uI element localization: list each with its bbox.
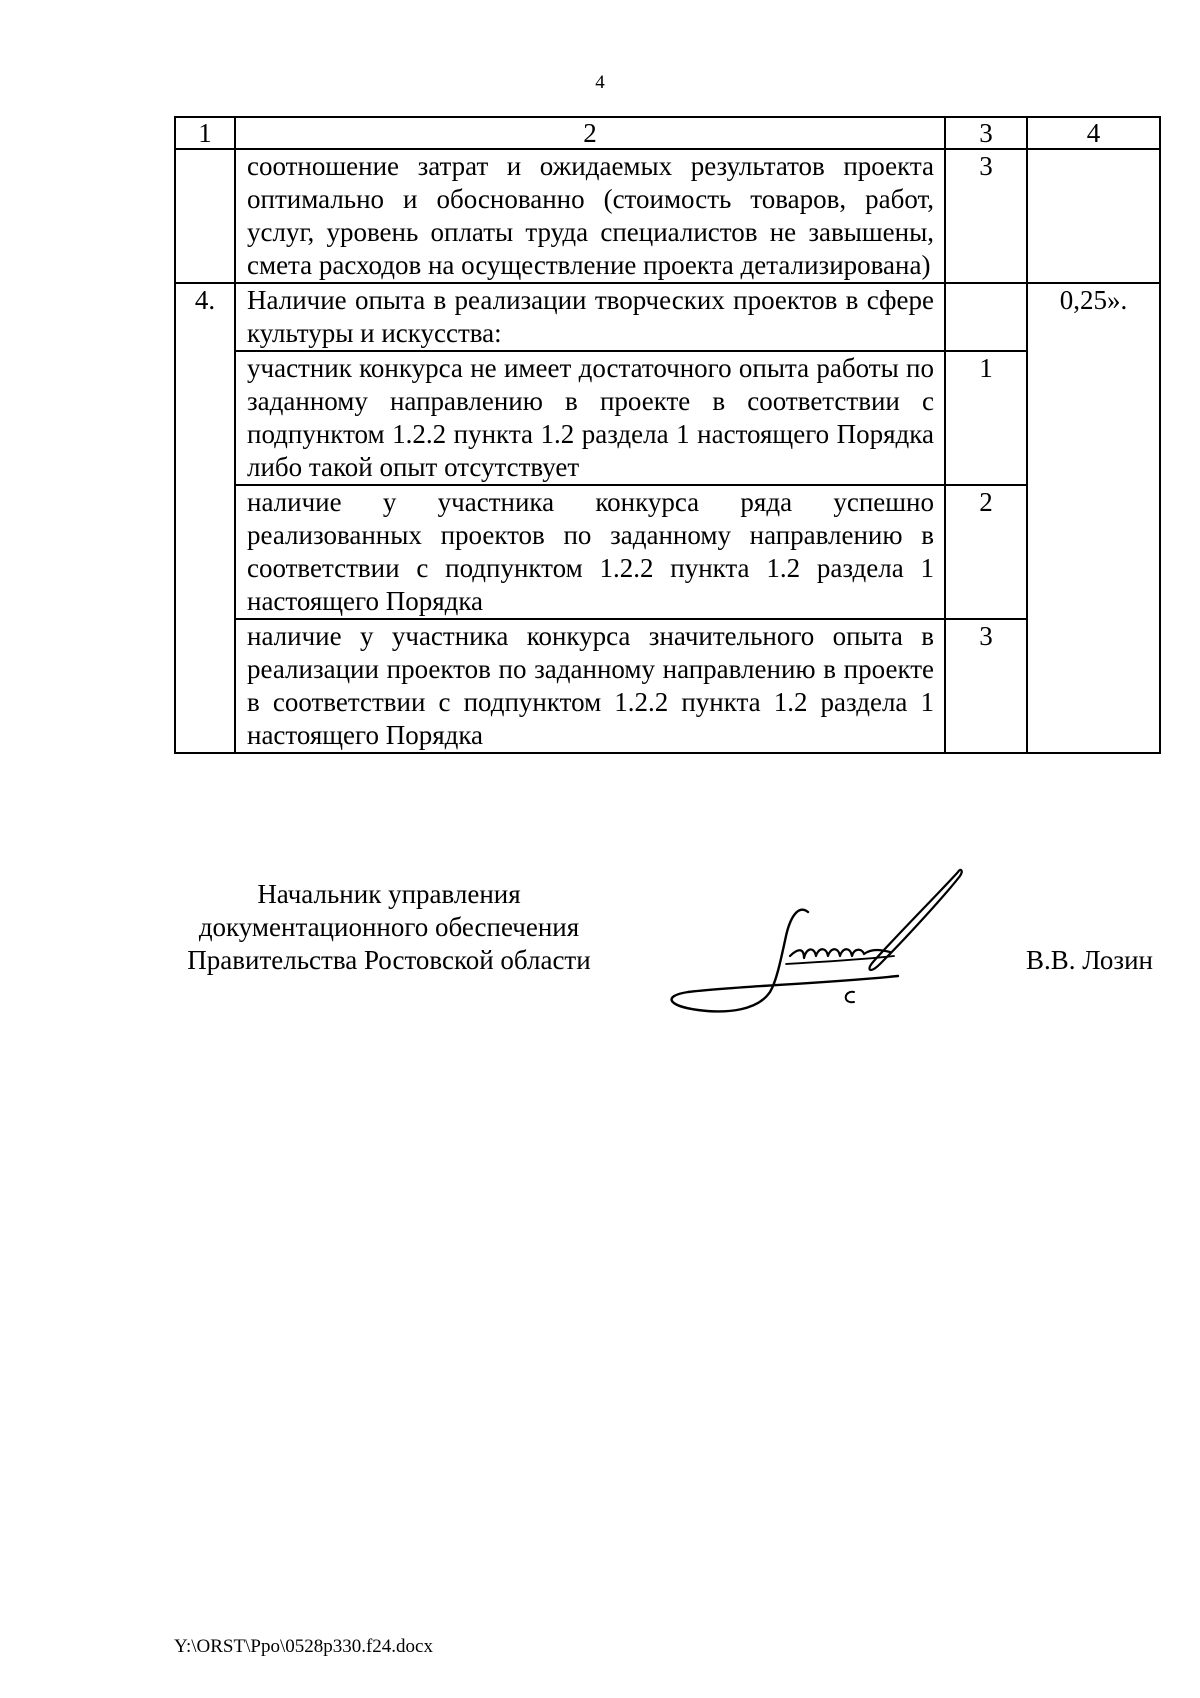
column-header-1: 1 (175, 117, 235, 149)
handwritten-signature (658, 864, 988, 1019)
criteria-table (174, 116, 1161, 754)
table-row (175, 485, 1160, 619)
signer-name: В.В. Лозин (1026, 945, 1153, 975)
criterion-weight: 0,25». (1027, 283, 1160, 753)
weight-cell (1027, 149, 1160, 283)
column-header-4: 4 (1027, 117, 1160, 149)
signer-position-line: документационного обеспечения (198, 912, 580, 942)
criterion-title-score-cell (945, 283, 1027, 351)
signer-position (174, 878, 604, 977)
criterion-option-description: соотношение затрат и ожидаемых результатов проекта оптимально и обоснованно (стоимость товаров, работ, услуг, уровень оплаты труда специалистов не завышены, смета расходов на осуществление проекта детализирована) (235, 149, 945, 283)
column-header-3: 3 (945, 117, 1027, 149)
table-row (175, 351, 1160, 485)
row-number-cell (175, 149, 235, 283)
criterion-option-description: наличие у участника конкурса значительного опыта в реализации проектов по заданному направлению в проекте в соответствии с подпунктом 1.2.2 пункта 1.2 раздела 1 настоящего Порядка (235, 619, 945, 753)
table-row (175, 619, 1160, 753)
column-header-2: 2 (235, 117, 945, 149)
signature-block (174, 878, 1159, 1018)
criterion-option-score: 3 (945, 619, 1027, 753)
table-header-row (175, 117, 1160, 149)
file-path: Y:\ORST\Ppo\0528p330.f24.docx (174, 1636, 433, 1657)
criterion-option-description: участник конкурса не имеет достаточного опыта работы по заданному направлению в проекте в соответствии с подпунктом 1.2.2 пункта 1.2 раздела 1 настоящего Порядка либо такой опыт отсутствует (235, 351, 945, 485)
criterion-number: 4. (175, 283, 235, 753)
signer-position-line: Начальник управления (257, 879, 521, 909)
page-number: 4 (595, 72, 605, 93)
criterion-option-score: 1 (945, 351, 1027, 485)
signer-position-line: Правительства Ростовской области (187, 945, 591, 975)
criterion-option-score: 3 (945, 149, 1027, 283)
table-row (175, 283, 1160, 351)
criterion-title: Наличие опыта в реализации творческих проектов в сфере культуры и искусства: (235, 283, 945, 351)
table-row (175, 149, 1160, 283)
criterion-option-description: наличие у участника конкурса ряда успешно реализованных проектов по заданному направлению в соответствии с подпунктом 1.2.2 пункта 1.2 раздела 1 настоящего Порядка (235, 485, 945, 619)
criterion-option-score: 2 (945, 485, 1027, 619)
